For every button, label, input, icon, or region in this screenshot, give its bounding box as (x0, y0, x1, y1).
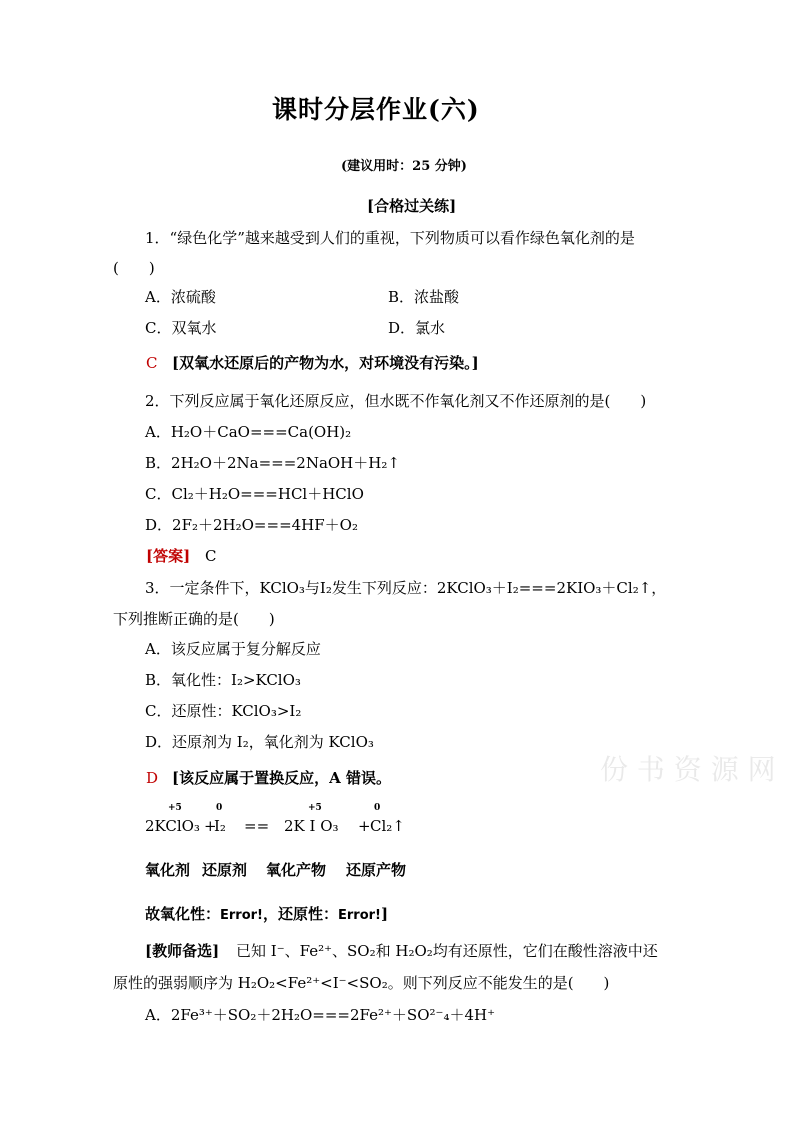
q3-answer-letter: D (146, 769, 159, 787)
q2-option-c: C．Cl₂＋H₂O===HCl＋HClO (145, 485, 364, 503)
q1-option-b: B．浓盐酸 (388, 288, 460, 306)
q1-answer-blank: ( ) (113, 259, 155, 277)
ox-state-i: 0 (216, 803, 223, 813)
q3-stem: 3．一定条件下，KClO₃与I₂发生下列反应：2KClO₃＋I₂===2KIO₃＋Cl₂↑， (145, 579, 667, 597)
q1-explanation: [双氧水还原后的产物为水，对环境没有污染。] (172, 354, 479, 372)
suggested-time: (建议用时：25 分钟) (341, 159, 467, 174)
q3-option-a: A．该反应属于复分解反应 (145, 640, 321, 658)
page-title: 课时分层作业(六) (272, 95, 480, 124)
eq-reactant-kclo3: 2KClO₃ (145, 817, 200, 835)
q2-option-b: B．2H₂O＋2Na===2NaOH＋H₂↑ (145, 454, 400, 472)
q2-answer-value: C (205, 547, 217, 565)
q1-stem: 1．“绿色化学”越来越受到人们的重视，下列物质可以看作绿色氧化剂的是 (145, 229, 635, 247)
teacher-stem-line2: 原性的强弱顺序为 H₂O₂<Fe²⁺<I⁻<SO₂。则下列反应不能发生的是( ) (113, 974, 610, 992)
role-reductant: 还原剂 (202, 861, 248, 879)
role-oxidant: 氧化剂 (145, 861, 191, 879)
conclusion-oxidizing: 故氧化性： (145, 905, 221, 923)
teacher-option-a: A．2Fe³⁺＋SO₂＋2H₂O===2Fe²⁺＋SO²⁻₄＋4H⁺ (145, 1006, 495, 1024)
q3-option-c: C．还原性：KClO₃>I₂ (145, 702, 302, 720)
eq-arrow: == (244, 817, 270, 835)
eq-plus-2: + (358, 817, 371, 835)
conclusion-close: ] (381, 905, 389, 923)
ox-state-cl: +5 (168, 803, 182, 813)
role-oxidation-product: 氧化产物 (266, 861, 327, 879)
q2-answer-label: [答案] (146, 547, 191, 565)
section-heading: [合格过关练] (367, 197, 457, 215)
q1-option-a: A．浓硫酸 (145, 288, 216, 306)
q2-stem: 2．下列反应属于氧化还原反应，但水既不作氧化剂又不作还原剂的是( ) (145, 392, 647, 410)
q3-option-d: D．还原剂为 I₂，氧化剂为 KClO₃ (145, 733, 374, 751)
teacher-label: [教师备选] (145, 942, 220, 960)
eq-plus-1: + (204, 817, 217, 835)
role-reduction-product: 还原产物 (346, 861, 407, 879)
q3-option-b: B．氧化性：I₂>KClO₃ (145, 671, 301, 689)
q3-stem-continued: 下列推断正确的是( ) (113, 610, 275, 628)
q1-option-c: C．双氧水 (145, 319, 217, 337)
q3-explanation: [该反应属于置换反应，A 错误。 (172, 769, 391, 787)
q3-conclusion (145, 904, 388, 926)
eq-product-cl2: Cl₂↑ (370, 817, 405, 835)
q1-answer-letter: C (146, 354, 158, 372)
error-field-1: Error! (220, 908, 263, 923)
conclusion-reducing: ，还原性： (263, 905, 339, 923)
watermark: 份 书 资 源 网 (600, 753, 776, 786)
q2-option-d: D．2F₂＋2H₂O===4HF＋O₂ (145, 516, 358, 534)
ox-state-kio3-i: +5 (308, 803, 322, 813)
q1-option-d: D．氯水 (388, 319, 446, 337)
error-field-2: Error! (338, 908, 381, 923)
q2-option-a: A．H₂O＋CaO===Ca(OH)₂ (145, 423, 352, 441)
teacher-stem-line1: 已知 I⁻、Fe²⁺、SO₂和 H₂O₂均有还原性，它们在酸性溶液中还 (236, 942, 658, 960)
eq-reactant-i2: I₂ (214, 817, 226, 835)
eq-product-kio3: 2K I O₃ (284, 817, 339, 835)
ox-state-cl2: 0 (374, 803, 381, 813)
